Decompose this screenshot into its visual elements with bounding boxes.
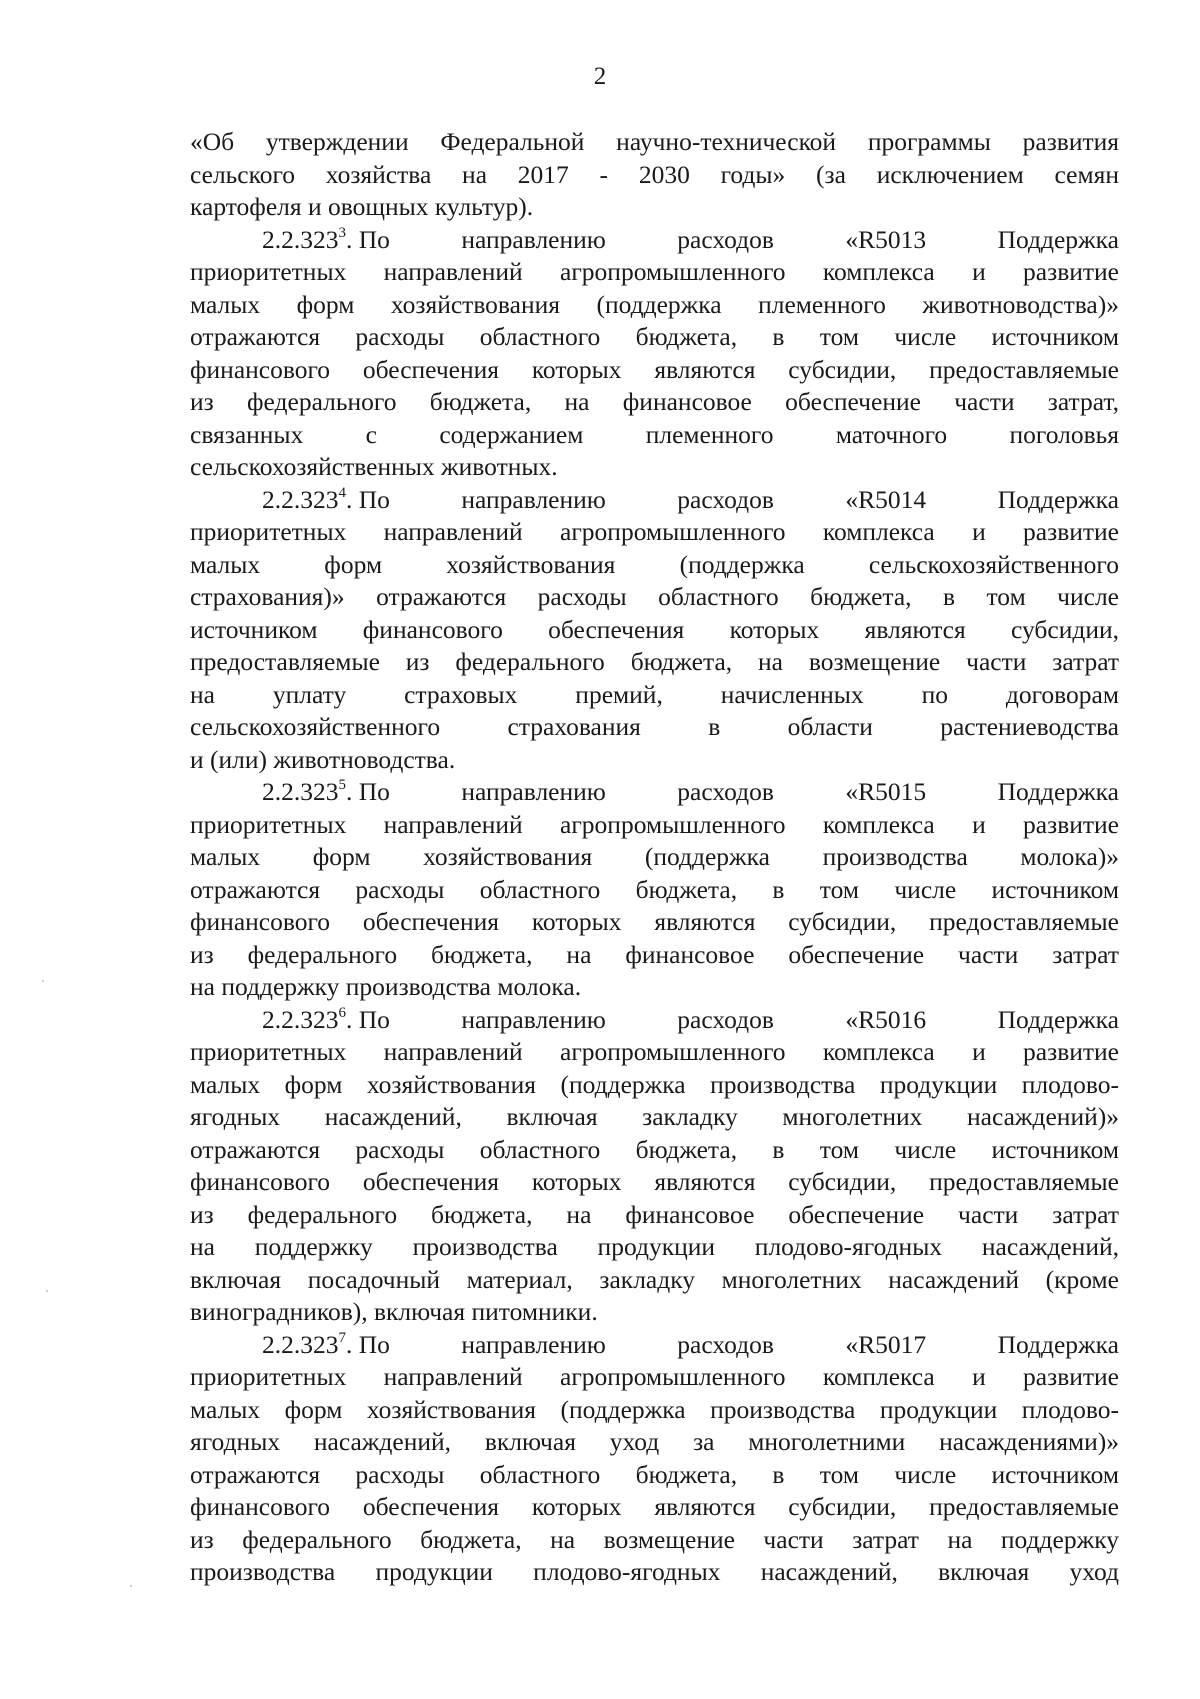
heading-word: расходов: [677, 224, 774, 254]
paragraph-line: малых форм хозяйствования (поддержка производства молока)»: [190, 842, 1119, 871]
paragraph-line: приоритетных направлений агропромышленного комплекса и развитие: [190, 1037, 1119, 1066]
heading-word: Поддержка: [997, 224, 1119, 254]
paragraph-number-superscript: 4: [338, 484, 346, 501]
paragraph-line: производства продукции плодово-ягодных насаждений, включая уход: [190, 1557, 1119, 1586]
heading-word: «R5016: [845, 1004, 927, 1034]
paragraph-line: отражаются расходы областного бюджета, в том числе источником: [190, 874, 1119, 904]
heading-word: «R5015: [845, 777, 927, 806]
heading-word: расходов: [677, 1004, 774, 1034]
paragraph-number: 2.2.323$^7$. По: [262, 1329, 390, 1359]
paragraph-line: источником финансового обеспечения которых являются субсидии,: [190, 614, 1119, 644]
continuation-line: «Об утверждении Федеральной научно-технической программы развития: [190, 127, 1119, 156]
heading-word: направлению: [461, 1004, 606, 1034]
paragraph-line: ягодных насаждений, включая закладку многолетних насаждений)»: [190, 1102, 1119, 1131]
heading-word: направлению: [461, 777, 606, 806]
paragraph-number: 2.2.323$^6$. По: [262, 1004, 390, 1034]
paragraph-line: малых форм хозяйствования (поддержка производства продукции плодово-: [190, 1069, 1119, 1099]
heading-word: «R5017: [845, 1329, 927, 1359]
paragraph-line: страхования)» отражаются расходы областного бюджета, в том числе: [190, 582, 1119, 611]
paragraph-heading: [190, 1329, 1119, 1362]
scan-speck: [130, 1585, 132, 1587]
paragraph-line: финансового обеспечения которых являются субсидии, предоставляемые: [190, 354, 1119, 384]
continuation-line: картофеля и овощных культур).: [190, 192, 534, 221]
heading-word: «R5014: [845, 484, 927, 514]
page-number: 2: [593, 63, 607, 90]
paragraph-number-superscript: 7: [338, 1329, 346, 1346]
paragraph-heading: [190, 1004, 1119, 1037]
paragraph-line: связанных с содержанием племенного маточного поголовья: [190, 419, 1119, 449]
paragraph-number: 2.2.323$^5$. По: [262, 777, 390, 806]
heading-word: направлению: [461, 1329, 606, 1359]
paragraph-heading: [190, 484, 1119, 517]
paragraph-line: малых форм хозяйствования (поддержка племенного животноводства)»: [190, 289, 1119, 319]
document-body: [190, 126, 1119, 1589]
paragraph-line: отражаются расходы областного бюджета, в том числе источником: [190, 1459, 1119, 1489]
paragraph-line: на поддержку производства продукции плодово-ягодных насаждений,: [190, 1232, 1119, 1261]
paragraph-line: приоритетных направлений агропромышленного комплекса и развитие: [190, 809, 1119, 839]
heading-word: направлению: [461, 224, 606, 254]
paragraph-line: финансового обеспечения которых являются субсидии, предоставляемые: [190, 907, 1119, 936]
paragraph-line: приоритетных направлений агропромышленного комплекса и развитие: [190, 517, 1119, 546]
paragraph-line: приоритетных направлений агропромышленного комплекса и развитие: [190, 1362, 1119, 1391]
paragraph-line: приоритетных направлений агропромышленного комплекса и развитие: [190, 257, 1119, 286]
heading-word: направлению: [461, 484, 606, 514]
heading-word: «R5013: [845, 224, 927, 254]
paragraph-last-line: виноградников), включая питомники.: [190, 1297, 598, 1326]
paragraph-line: ягодных насаждений, включая уход за многолетними насаждениями)»: [190, 1427, 1119, 1456]
paragraph-number: 2.2.323$^3$. По: [262, 224, 390, 254]
paragraph-number-superscript: 6: [338, 1004, 346, 1021]
paragraph-line: сельскохозяйственного страхования в области растениеводства: [190, 712, 1119, 741]
scan-speck: [42, 980, 44, 982]
paragraph-line: малых форм хозяйствования (поддержка производства продукции плодово-: [190, 1394, 1119, 1424]
paragraph-line: из федерального бюджета, на финансовое обеспечение части затрат: [190, 1199, 1119, 1229]
heading-word: Поддержка: [997, 1329, 1119, 1359]
paragraph-line: включая посадочный материал, закладку многолетних насаждений (кроме: [190, 1264, 1119, 1294]
paragraph-number-superscript: 5: [338, 777, 346, 793]
paragraph-last-line: сельскохозяйственных животных.: [190, 452, 558, 481]
paragraph-line: из федерального бюджета, на финансовое обеспечение части затрат: [190, 939, 1119, 969]
paragraph-line: предоставляемые из федерального бюджета, на возмещение части затрат: [190, 647, 1119, 676]
heading-word: расходов: [677, 777, 774, 806]
scan-speck: [46, 1290, 48, 1292]
continuation-line: сельского хозяйства на 2017 - 2030 годы» (за исключением семян: [190, 159, 1119, 189]
heading-word: Поддержка: [997, 1004, 1119, 1034]
paragraph-heading: [190, 776, 1119, 809]
paragraph-last-line: и (или) животноводства.: [190, 744, 456, 774]
paragraph-last-line: на поддержку производства молока.: [190, 972, 582, 1001]
heading-word: расходов: [677, 484, 774, 514]
paragraph-line: финансового обеспечения которых являются субсидии, предоставляемые: [190, 1492, 1119, 1521]
paragraph-number: 2.2.323$^4$. По: [262, 484, 390, 514]
paragraph-line: на уплату страховых премий, начисленных по договорам: [190, 679, 1119, 709]
paragraph-line: из федерального бюджета, на возмещение части затрат на поддержку: [190, 1524, 1119, 1554]
paragraph-line: малых форм хозяйствования (поддержка сельскохозяйственного: [190, 549, 1119, 579]
paragraph-heading: [190, 224, 1119, 257]
paragraph-line: финансового обеспечения которых являются субсидии, предоставляемые: [190, 1167, 1119, 1196]
heading-word: Поддержка: [997, 777, 1119, 806]
paragraph-number-superscript: 3: [338, 224, 346, 241]
heading-word: расходов: [677, 1329, 774, 1359]
paragraph-line: отражаются расходы областного бюджета, в том числе источником: [190, 1134, 1119, 1164]
heading-word: Поддержка: [997, 484, 1119, 514]
paragraph-line: отражаются расходы областного бюджета, в том числе источником: [190, 322, 1119, 351]
paragraph-line: из федерального бюджета, на финансовое обеспечение части затрат,: [190, 387, 1119, 416]
